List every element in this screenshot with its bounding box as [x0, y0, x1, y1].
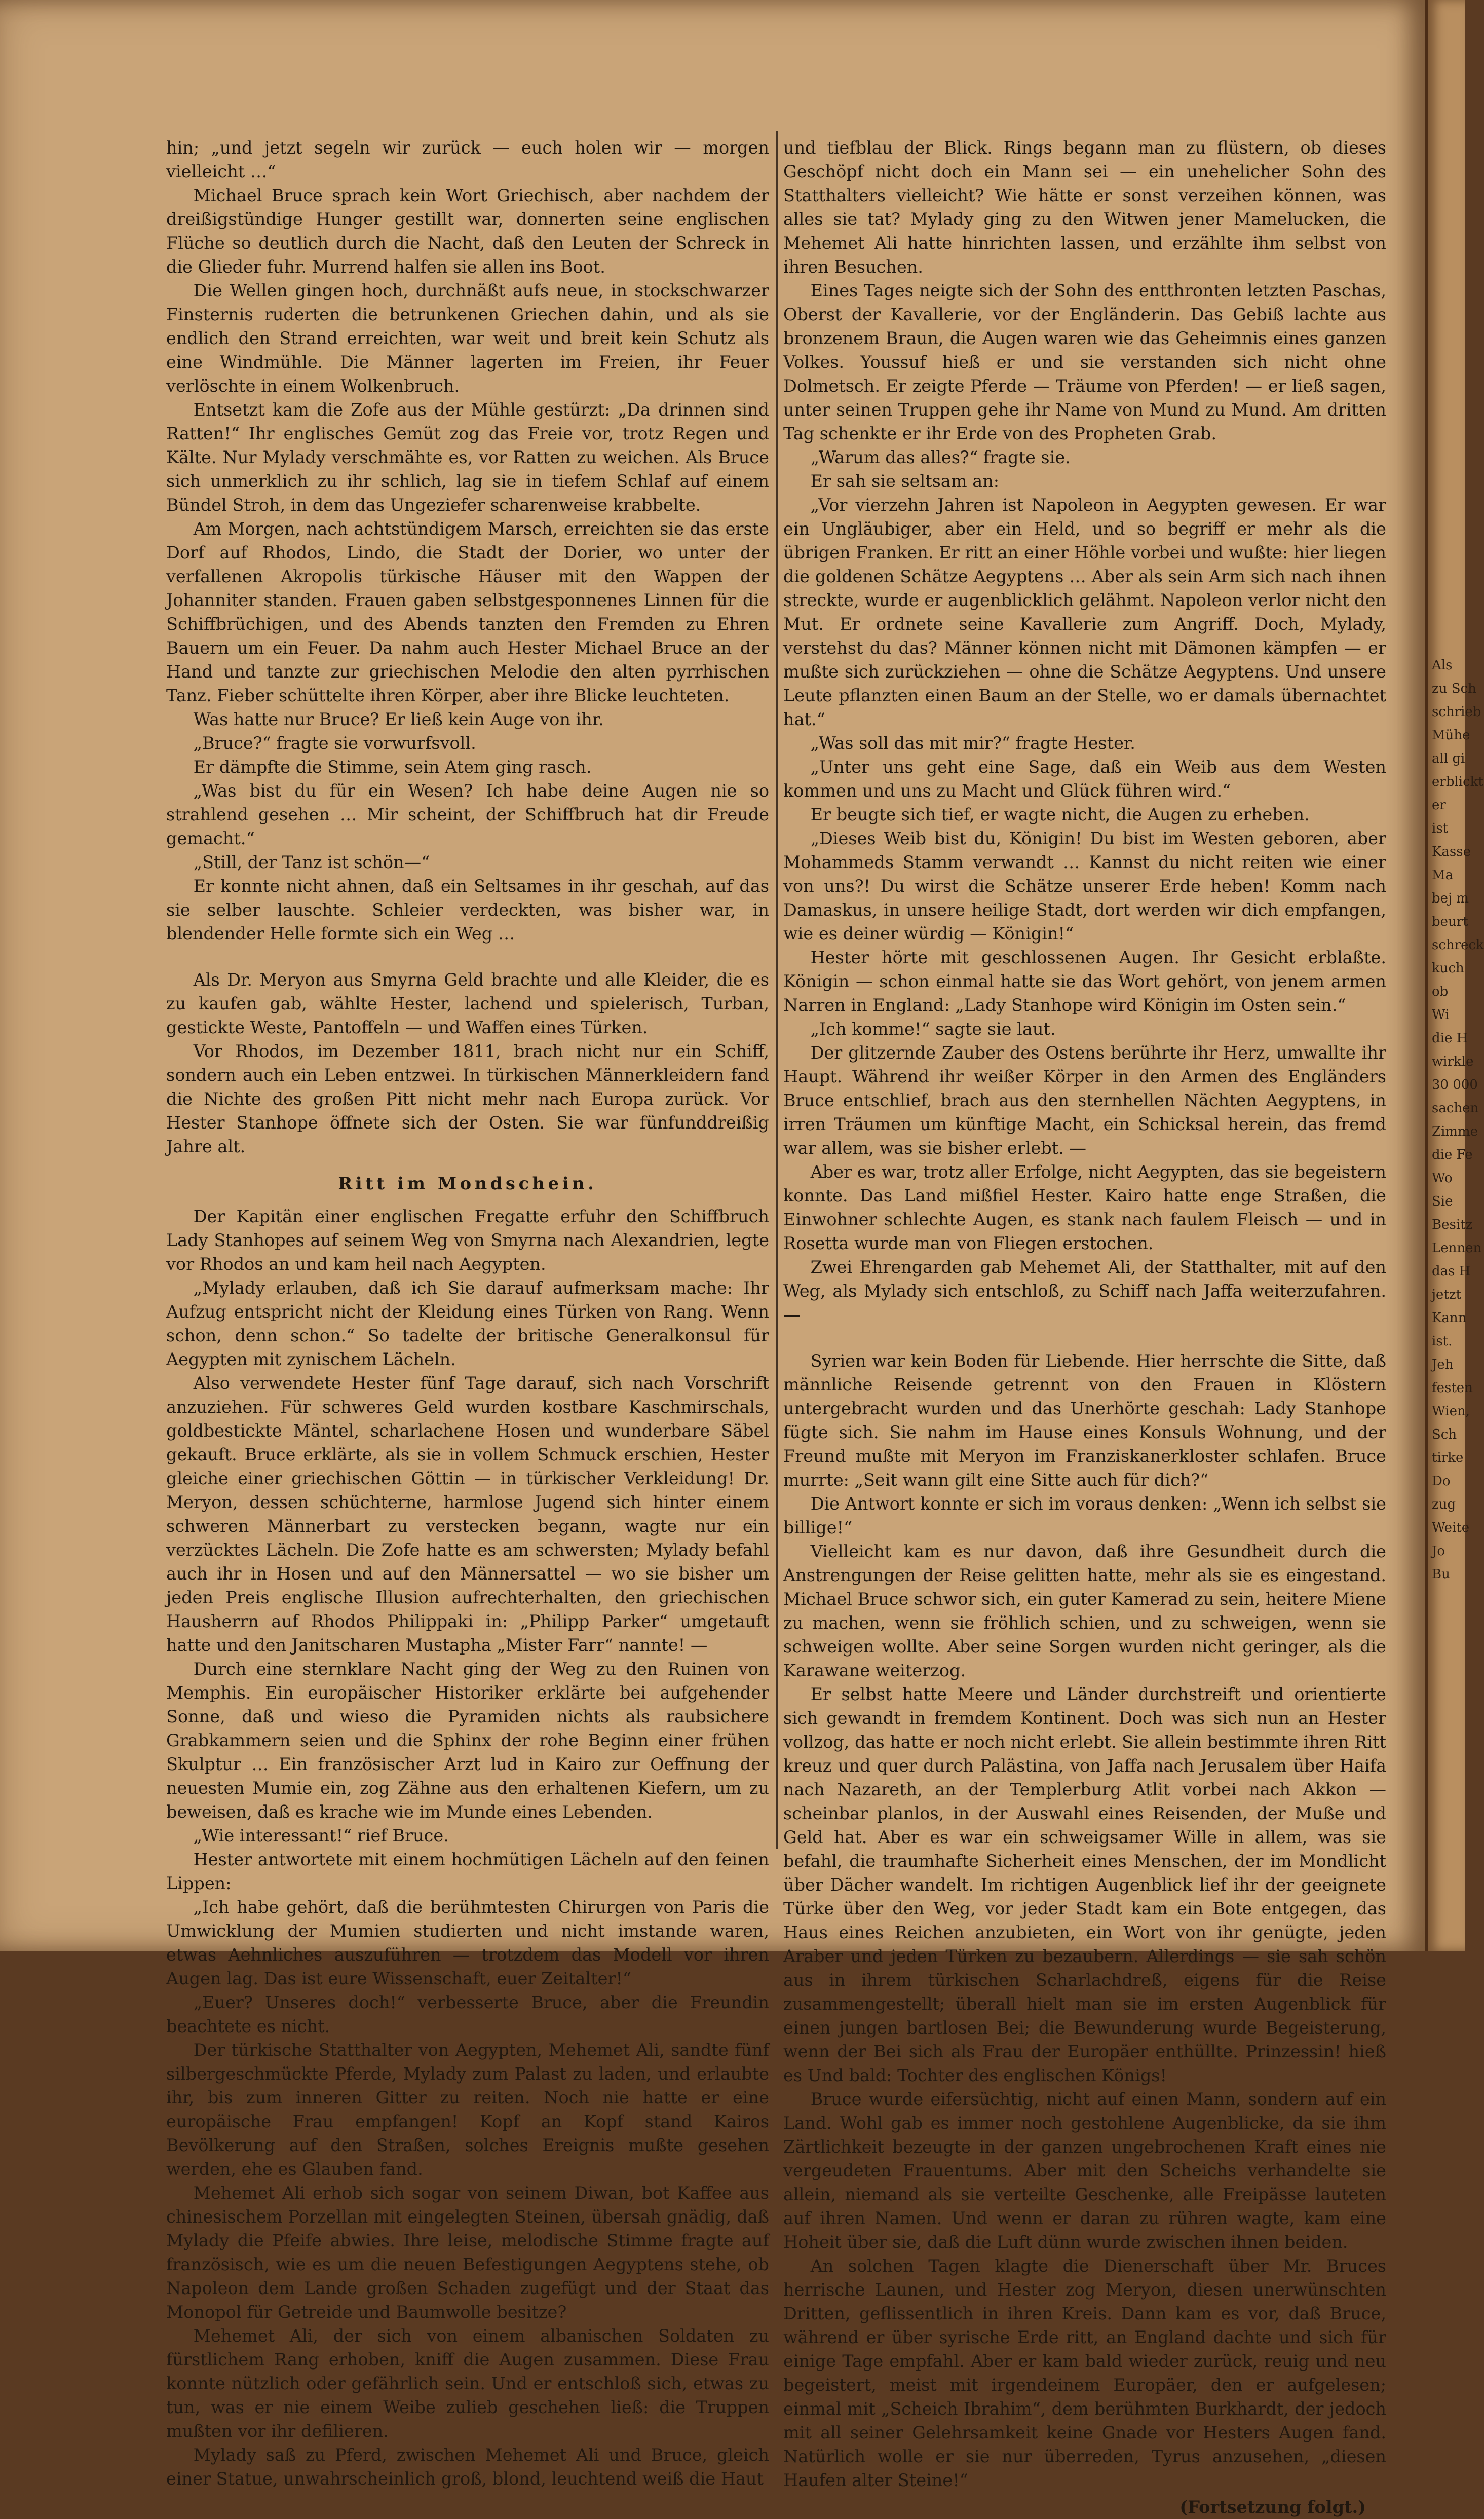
- adjacent-page-fragment: er: [1432, 798, 1446, 813]
- adjacent-page-fragment: schreck: [1432, 937, 1484, 953]
- adjacent-page-fragment: jetzt: [1432, 1287, 1462, 1302]
- paragraph: „Mylady erlauben, daß ich Sie darauf aufmerksam mache: Ihr Aufzug entspricht nicht der Kleidung eines Türken von Rang. Wenn schon, denn schon.“ So tadelte der britische Generalkonsul für Aegypten mit zynischem Lächeln.: [166, 1278, 769, 1369]
- adjacent-page-fragment: schrieb: [1432, 704, 1481, 720]
- paragraph: Er selbst hatte Meere und Länder durchstreift und orientierte sich gewandt in fremdem Kontinent. Doch was sich nun an Hester vollzog, das hatte er noch nicht erlebt. Sie allein bestimmte ihren Ritt kreuz und quer durch Palästina, von Jaffa nach Jerusalem über Haifa nach Nazareth, an der Templerburg Atlit vorbei nach Akkon — scheinbar planlos, in der Auswahl eines Reisenden, der Muße und Geld hat. Aber es war ein schweigsamer Wille in allem, was sie befahl, die traumhafte Sicherheit eines Menschen, der im Mondlicht über Dächer wandelt. Im richtigen Augenblick lief ihr der geeignete Türke über den Weg, vor jeder Stadt kam ein Bote entgegen, das Haus eines Reichen anzubieten, ein Wort von ihr genügte, jeden Araber und jeden Türken zu bezaubern. Allerdings — sie sah schön aus in ihrem türkischen Scharlachdreß, eigens für die Reise zusammengestellt; überall hielt man sie im ersten Augenblick für einen jungen bartlosen Bei; die Bewunderung wurde Begeisterung, wenn der Bei sich als Frau der Europäer enthüllte. Prinzessin! hieß es Und bald: Tochter des englischen Königs!: [783, 1684, 1386, 2085]
- adjacent-page-fragment: Weite: [1432, 1520, 1470, 1535]
- left-paragraphs-b: [166, 968, 769, 1158]
- adjacent-page-fragment: Wien,: [1432, 1404, 1470, 1419]
- paragraph: „Still, der Tanz ist schön—“: [193, 852, 430, 872]
- adjacent-page-fragment: all gi: [1432, 751, 1465, 766]
- paragraph: Michael Bruce sprach kein Wort Griechisch, aber nachdem der dreißigstündige Hunger gestillt war, donnerten seine englischen Flüche so deutlich durch die Nacht, daß den Leuten der Schreck in die Glieder fuhr. Murrend halfen sie allen ins Boot.: [166, 185, 769, 277]
- paragraph: „Unter uns geht eine Sage, daß ein Weib aus dem Westen kommen und uns zu Macht und Glück führen wird.“: [783, 757, 1386, 801]
- paragraph: Der türkische Statthalter von Aegypten, Mehemet Ali, sandte fünf silbergeschmückte Pferde, Mylady zum Palast zu laden, und erlaubte ihr, bis zum inneren Gitter zu reiten. Noch nie hatte er eine europäische Frau empfangen! Kopf an Kopf stand Kairos Bevölkerung auf den Straßen, solches Ereignis mußte gesehen werden, ehe es Glauben fand.: [166, 2040, 769, 2179]
- paragraph: „Ich habe gehört, daß die berühmtesten Chirurgen von Paris die Umwicklung der Mumien studierten und nicht imstande waren, etwas Aehnliches auszuführen — trotzdem das Modell vor ihren Augen lag. Das ist eure Wissenschaft, euer Zeitalter!“: [166, 1897, 769, 1988]
- paragraph: Bruce wurde eifersüchtig, nicht auf einen Mann, sondern auf ein Land. Wohl gab es immer noch gestohlene Augenblicke, da sie ihm Zärtlichkeit bezeugte in der ganzen ungebrochenen Kraft eines nie vergeudeten Frauentums. Aber mit den Scheichs verhandelte sie allein, niemand als sie verteilte Geschenke, alle Freipässe lauteten auf ihren Namen. Und wenn er daran zu rühren wagte, kam eine Hoheit über sie, daß die Luft dünn wurde zwischen ihnen beiden.: [783, 2089, 1386, 2252]
- adjacent-page-fragment: das H: [1432, 1264, 1471, 1279]
- adjacent-page-fragment: ist: [1432, 821, 1449, 836]
- paragraph: Vor Rhodos, im Dezember 1811, brach nicht nur ein Schiff, sondern auch ein Leben entzwei. In türkischen Männerkleidern fand die Nichte des großen Pitt nicht mehr nach Europa zurück. Vor Hester Stanhope öffnete sich der Osten. Sie war fünfunddreißig Jahre alt.: [166, 1041, 769, 1156]
- adjacent-page-fragment: sachen: [1432, 1101, 1479, 1116]
- left-paragraphs-c: [166, 1205, 769, 2491]
- adjacent-page-fragment: Jeh: [1432, 1357, 1454, 1372]
- adjacent-page-fragment: wirkle: [1432, 1054, 1474, 1069]
- adjacent-page-fragment: Kasse: [1432, 844, 1471, 859]
- adjacent-page-fragment: bej m: [1432, 891, 1469, 906]
- adjacent-page-fragment: Ma: [1432, 868, 1454, 883]
- paragraph: Als Dr. Meryon aus Smyrna Geld brachte und alle Kleider, die es zu kaufen gab, wählte Hester, lachend und spielerisch, Turban, gestickte Weste, Pantoffeln — und Waffen eines Türken.: [166, 970, 769, 1037]
- paragraph: Eines Tages neigte sich der Sohn des entthronten letzten Paschas, Oberst der Kavallerie, vor der Engländerin. Das Gebiß lachte aus bronzenem Braun, die Augen waren wie das Geheimnis eines ganzen Volkes. Youssuf hieß er und sie verstanden sich nicht ohne Dolmetsch. Er zeigte Pferde — Träume von Pferden! — er ließ sagen, unter seinen Truppen gehe ihr Name von Mund zu Mund. Am dritten Tag schenkte er ihr Erde von des Propheten Grab.: [783, 281, 1386, 443]
- adjacent-page-fragment: Zimme: [1432, 1124, 1478, 1139]
- paragraph: Entsetzt kam die Zofe aus der Mühle gestürzt: „Da drinnen sind Ratten!“ Ihr englisches Gemüt zog das Freie vor, trotz Regen und Kälte. Nur Mylady verschmähte es, vor Ratten zu weichen. Als Bruce sich unmerklich zu ihr schlich, lag sie in tiefem Schlaf auf einem Bündel Stroh, in dem das Ungeziefer scharenweise krabbelte.: [166, 400, 769, 515]
- paragraph: Zwei Ehrengarden gab Mehemet Ali, der Statthalter, mit auf den Weg, als Mylady sich entschloß, zu Schiff nach Jaffa weiterzufahren. —: [783, 1257, 1386, 1325]
- adjacent-page-fragment: Als: [1432, 658, 1453, 673]
- adjacent-page-fragment: Wo: [1432, 1171, 1453, 1186]
- adjacent-page-fragment: Kann: [1432, 1310, 1467, 1326]
- paragraph: Mylady saß zu Pferd, zwischen Mehemet Ali und Bruce, gleich einer Statue, unwahrscheinlich groß, blond, leuchtend weiß die Haut: [166, 2445, 769, 2489]
- paragraph: „Ich komme!“ sagte sie laut.: [810, 1019, 1056, 1039]
- adjacent-page-fragment: die Fe: [1432, 1147, 1473, 1162]
- paragraph: „Dieses Weib bist du, Königin! Du bist im Westen geboren, aber Mohammeds Stamm verwandt … Kannst du nicht reiten wie einer von uns?! Du wirst die Schätze unserer Erde heben! Komm nach Damaskus, in unsere heilige Stadt, dort werden wir dich empfangen, wie es deiner würdig — Königin!“: [783, 829, 1386, 944]
- paragraph: „Was bist du für ein Wesen? Ich habe deine Augen nie so strahlend gesehen … Mir scheint, der Schiffbruch hat dir Freude gemacht.“: [166, 781, 769, 848]
- paragraph: Der glitzernde Zauber des Ostens berührte ihr Herz, umwallte ihr Haupt. Während ihr weißer Körper in den Armen des Engländers Bruce entschlief, brach aus den sternhellen Nächten Aegyptens, in irren Träumen um künftige Macht, ein Schicksal herein, das fremd war allem, was sie bisher erlebt. —: [783, 1043, 1386, 1158]
- adjacent-page-fragment: ist.: [1432, 1334, 1453, 1349]
- paragraph: Mehemet Ali erhob sich sogar von seinem Diwan, bot Kaffee aus chinesischem Porzellan mit eingelegten Steinen, übersah gnädig, daß Mylady die Pfeife abwies. Ihre leise, melodische Stimme fragte auf französisch, wie es um die neuen Befestigungen Aegyptens stehe, ob Napoleon dem Lande großen Schaden zugefügt und der Staat das Monopol für Getreide und Baumwolle besitze?: [166, 2183, 769, 2322]
- adjacent-page-fragment: beurt: [1432, 914, 1468, 929]
- paragraph: Er konnte nicht ahnen, daß ein Seltsames in ihr geschah, auf das sie selber lauschte. Schleier verdeckten, was bisher war, in blendender Helle formte sich ein Weg …: [166, 876, 769, 944]
- column-divider: [776, 131, 778, 1849]
- paragraph: „Was soll das mit mir?“ fragte Hester.: [810, 733, 1135, 753]
- adjacent-page-fragment: zu Sch: [1432, 681, 1476, 696]
- adjacent-page-fragment: Sie: [1432, 1194, 1453, 1209]
- paragraph: Was hatte nur Bruce? Er ließ kein Auge von ihr.: [193, 709, 604, 729]
- paragraph: „Euer? Unseres doch!“ verbesserte Bruce, aber die Freundin beachtete es nicht.: [166, 1992, 769, 2036]
- paragraph: „Bruce?“ fragte sie vorwurfsvoll.: [193, 733, 476, 753]
- adjacent-page-fragment: 30 000: [1432, 1077, 1478, 1093]
- adjacent-page-fragment: kuch: [1432, 961, 1464, 976]
- left-column: [166, 136, 769, 2491]
- paragraph: An solchen Tagen klagte die Dienerschaft über Mr. Bruces herrische Launen, und Hester zog Meryon, diesen unerwünschten Dritten, geflissentlich in ihren Kreis. Dann kam es vor, daß Bruce, während er über syrische Erde ritt, an England dachte und sich für einige Tage empfahl. Aber er kam bald wieder zurück, reuig und neu begeistert, meist mit irgendeinem Europäer, den er aufgelesen; einmal mit „Scheich Ibrahim“, dem berühmten Burkhardt, der jedoch mit all seiner Gelehrsamkeit keine Gnade vor Hesters Augen fand. Natürlich wolle er sie nur überreden, Tyrus anzusehen, „diesen Haufen alter Steine!“: [783, 2256, 1386, 2490]
- paragraph: Am Morgen, nach achtstündigem Marsch, erreichten sie das erste Dorf auf Rhodos, Lindo, die Stadt der Dorier, wo unter der verfallenen Akropolis türkische Häuser mit den Wappen der Johanniter standen. Frauen gaben selbstgesponnenes Linnen für die Schiffbrüchigen, und des Abends tanzten den Fremden zu Ehren Bauern um ein Feuer. Da nahm auch Hester Michael Bruce an der Hand und tanzte zur griechischen Melodie den alten pyrrhischen Tanz. Fieber schüttelte ihren Körper, aber ihre Blicke leuchteten.: [166, 519, 769, 705]
- paragraph: Die Antwort konnte er sich im voraus denken: „Wenn ich selbst sie billige!“: [783, 1494, 1386, 1537]
- adjacent-page-fragment: erblickt: [1432, 774, 1483, 789]
- paragraph: Hester antwortete mit einem hochmütigen Lächeln auf den feinen Lippen:: [166, 1850, 769, 1893]
- right-column: [783, 136, 1386, 2519]
- adjacent-page-fragment: Sch: [1432, 1427, 1457, 1442]
- right-paragraphs-a: [783, 136, 1386, 1327]
- adjacent-page-fragment: Bu: [1432, 1567, 1450, 1582]
- adjacent-page-fragment: festen: [1432, 1380, 1473, 1396]
- right-paragraphs-b: [783, 1349, 1386, 2492]
- paragraph: Er sah sie seltsam an:: [810, 471, 1000, 491]
- paragraph: Der Kapitän einer englischen Fregatte erfuhr den Schiffbruch Lady Stanhopes auf seinem Weg von Smyrna nach Alexandrien, legte vor Rhodos an und kam heil nach Aegypten.: [166, 1207, 769, 1274]
- paragraph: „Vor vierzehn Jahren ist Napoleon in Aegypten gewesen. Er war ein Ungläubiger, aber ein Held, und so begriff er mehr als die übrigen Franken. Er ritt an einer Höhle vorbei und wußte: hier liegen die goldenen Schätze Aegyptens … Aber als sein Arm sich nach ihnen streckte, wurde er augenblicklich gelähmt. Napoleon verlor nicht den Mut. Er ordnete seine Kavallerie zum Angriff. Doch, Mylady, verstehst du das? Männer können nicht mit Dämonen kämpfen — er mußte sich zurückziehen — ohne die Schätze Aegyptens. Und unsere Leute pflanzten einen Baum an der Stelle, wo er damals übernachtet hat.“: [783, 495, 1386, 729]
- adjacent-page-fragment: die H: [1432, 1031, 1468, 1046]
- paragraph: Syrien war kein Boden für Liebende. Hier herrschte die Sitte, daß männliche Reisende getrennt von den Frauen in Klöstern untergebracht wurden und das Unerhörte geschah: Lady Stanhope fügte sich. Sie nahm im Hause eines Konsuls Wohnung, und der Freund mußte mit Meryon im Franziskanerkloster schlafen. Bruce murrte: „Seit wann gilt eine Sitte auch für dich?“: [783, 1351, 1386, 1490]
- adjacent-page-fragment: Do: [1432, 1474, 1451, 1489]
- paragraph: Aber es war, trotz aller Erfolge, nicht Aegypten, das sie begeistern konnte. Das Land mißfiel Hester. Kairo hatte enge Straßen, die Einwohner schlechte Augen, es stank nach faulem Fleisch — und in Rosetta wurde man von Fliegen erstochen.: [783, 1162, 1386, 1253]
- adjacent-page-fragment: Wi: [1432, 1007, 1450, 1023]
- adjacent-page-fragment: zug: [1432, 1497, 1456, 1512]
- adjacent-page-fragment: tirke: [1432, 1450, 1464, 1465]
- paragraph: Mehemet Ali, der sich von einem albanischen Soldaten zu fürstlichem Rang erhoben, kniff die Augen zusammen. Diese Frau konnte nützlich oder gefährlich sein. Und er entschloß sich, etwas zu tun, was er nie einem Weibe zulieb geschehen ließ: die Truppen mußten vor ihr defilieren.: [166, 2326, 769, 2441]
- left-paragraphs-a: [166, 136, 769, 946]
- paragraph: Die Wellen gingen hoch, durchnäßt aufs neue, in stockschwarzer Finsternis ruderten die betrunkenen Griechen dahin, und als sie endlich den Strand erreichten, war weit und breit kein Schutz als eine Windmühle. Die Männer lagerten im Freien, ihr Feuer verlöschte in einem Wolkenbruch.: [166, 281, 769, 396]
- adjacent-page-fragment: ob: [1432, 984, 1449, 999]
- adjacent-page-fragment: Jo: [1432, 1544, 1445, 1559]
- paragraph: Er dämpfte die Stimme, sein Atem ging rasch.: [193, 757, 592, 777]
- paragraph: Also verwendete Hester fünf Tage darauf, sich nach Vorschrift anzuziehen. Für schweres Geld wurden kostbare Kaschmirschals, goldbestickte Mäntel, scharlachene Hosen und wunderbare Säbel gekauft. Bruce erklärte, als sie in vollem Schmuck erschien, Hester gleiche einer griechischen Göttin — in türkischer Verkleidung! Dr. Meryon, dessen schüchterne, harmlose Jugend sich hinter einem schweren Männerbart zu verstecken begann, wagte nur ein verzücktes Lächeln. Die Zofe hatte es am schwersten; Mylady befahl auch ihr in Hosen und auf den Männersattel — wo sie bisher um jeden Preis englische Illusion aufrechterhalten, den griechischen Hausherrn auf Rhodos Philippaki in: „Philipp Parker“ umgetauft hatte und den Janitscharen Mustapha „Mister Farr“ nannte! —: [166, 1373, 769, 1655]
- paragraph: Er beugte sich tief, er wagte nicht, die Augen zu erheben.: [810, 805, 1310, 824]
- adjacent-page-fragment: Besitz: [1432, 1217, 1473, 1232]
- adjacent-page-fragment: Lennen: [1432, 1240, 1482, 1256]
- paragraph: Durch eine sternklare Nacht ging der Weg zu den Ruinen von Memphis. Ein europäischer Historiker erklärte bei aufgehender Sonne, daß und wieso die Pyramiden nichts als raubsichere Grabkammern seien und die Sphinx der rohe Beginn einer frühen Skulptur … Ein französischer Arzt lud in Kairo zur Oeffnung der neuesten Mumie ein, zog Zähne aus den erhaltenen Kiefern, um zu beweisen, daß es krache wie im Munde eines Lebenden.: [166, 1659, 769, 1822]
- paragraph: „Warum das alles?“ fragte sie.: [810, 447, 1071, 467]
- continued-note: (Fortsetzung folgt.): [1179, 2497, 1366, 2517]
- section-title: Ritt im Mondschein.: [338, 1174, 597, 1193]
- adjacent-page-fragment: Mühe: [1432, 728, 1470, 743]
- paragraph: hin; „und jetzt segeln wir zurück — euch holen wir — morgen vielleicht …“: [166, 138, 769, 181]
- adjacent-page-edge: [1428, 0, 1484, 1951]
- paragraph: Hester hörte mit geschlossenen Augen. Ihr Gesicht erblaßte. Königin — schon einmal hatte sie das Wort gehört, von jenem armen Narren in England: „Lady Stanhope wird Königin im Osten sein.“: [783, 948, 1386, 1015]
- paragraph: Vielleicht kam es nur davon, daß ihre Gesundheit durch die Anstrengungen der Reise gelitten hatte, mehr als sie es eingestand. Michael Bruce schwor sich, ein guter Kamerad zu sein, heitere Miene zu machen, wenn sie fröhlich schien, und zu schweigen, wenn sie schweigen wollte. Aber seine Sorgen wurden nicht geringer, als die Karawane weiterzog.: [783, 1542, 1386, 1680]
- paragraph: „Wie interessant!“ rief Bruce.: [193, 1826, 449, 1846]
- paragraph: und tiefblau der Blick. Rings begann man zu flüstern, ob dieses Geschöpf nicht doch ein Mann sei — ein unehelicher Sohn des Statthalters vielleicht? Wie hätte er sonst verzeihen können, was alles sie tat? Mylady ging zu den Witwen jener Mamelucken, die Mehemet Ali hatte hinrichten lassen, und erzählte ihm selbst von ihren Besuchen.: [783, 138, 1386, 277]
